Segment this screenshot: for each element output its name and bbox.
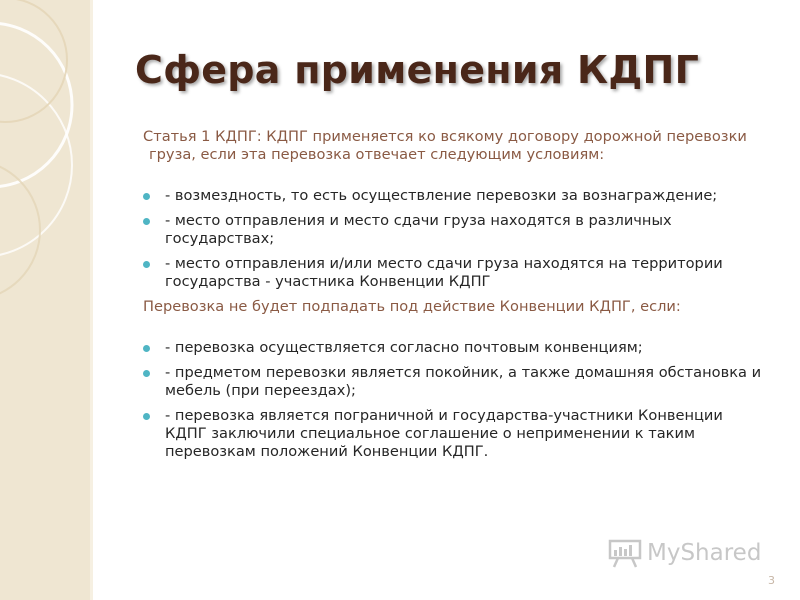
watermark-text: MyShared (647, 540, 762, 566)
conditions-list (143, 187, 768, 291)
list-item-text: - перевозка осуществляется согласно почтовым конвенциям; (165, 339, 643, 356)
list-item-text: - перевозка является пограничной и государства-участники Конвенции КДПГ заключили специальное соглашение о неприменении к таким перевозкам положений Конвенции КДПГ. (165, 407, 723, 460)
bullet-icon (143, 193, 150, 200)
list-item (143, 407, 768, 461)
decorative-sidebar (0, 0, 90, 600)
list-item-text: - возмездность, то есть осуществление перевозки за вознаграждение; (165, 187, 718, 204)
bullet-icon (143, 370, 150, 377)
list-item (143, 255, 768, 291)
exceptions-list (143, 339, 768, 461)
presentation-board-icon (608, 538, 642, 568)
list-item (143, 364, 768, 400)
list-item-text: - место отправления и место сдачи груза находятся в различных государствах; (165, 212, 672, 247)
list-item-text: - предметом перевозки является покойник, а также домашняя обстановка и мебель (при переездах); (165, 364, 762, 399)
list-item (143, 187, 768, 205)
bullet-icon (143, 413, 150, 420)
slide-content (143, 128, 768, 468)
bullet-icon (143, 218, 150, 225)
intro-paragraph-2: Перевозка не будет подпадать под действие Конвенции КДПГ, если: (143, 298, 681, 315)
slide-title: Сфера применения КДПГ (135, 48, 700, 92)
list-item (143, 339, 768, 357)
watermark-logo (608, 538, 761, 568)
bullet-icon (143, 261, 150, 268)
list-item (143, 212, 768, 248)
intro-paragraph-1: Статья 1 КДПГ: КДПГ применяется ко всякому договору дорожной перевозки груза, если эта перевозка отвечает следующим условиям: (143, 128, 747, 163)
decorative-circles (0, 0, 90, 600)
page-number: 3 (768, 574, 775, 587)
list-item-text: - место отправления и/или место сдачи груза находятся на территории государства - участника Конвенции КДПГ (165, 255, 723, 290)
bullet-icon (143, 345, 150, 352)
sidebar-edge (90, 0, 93, 600)
